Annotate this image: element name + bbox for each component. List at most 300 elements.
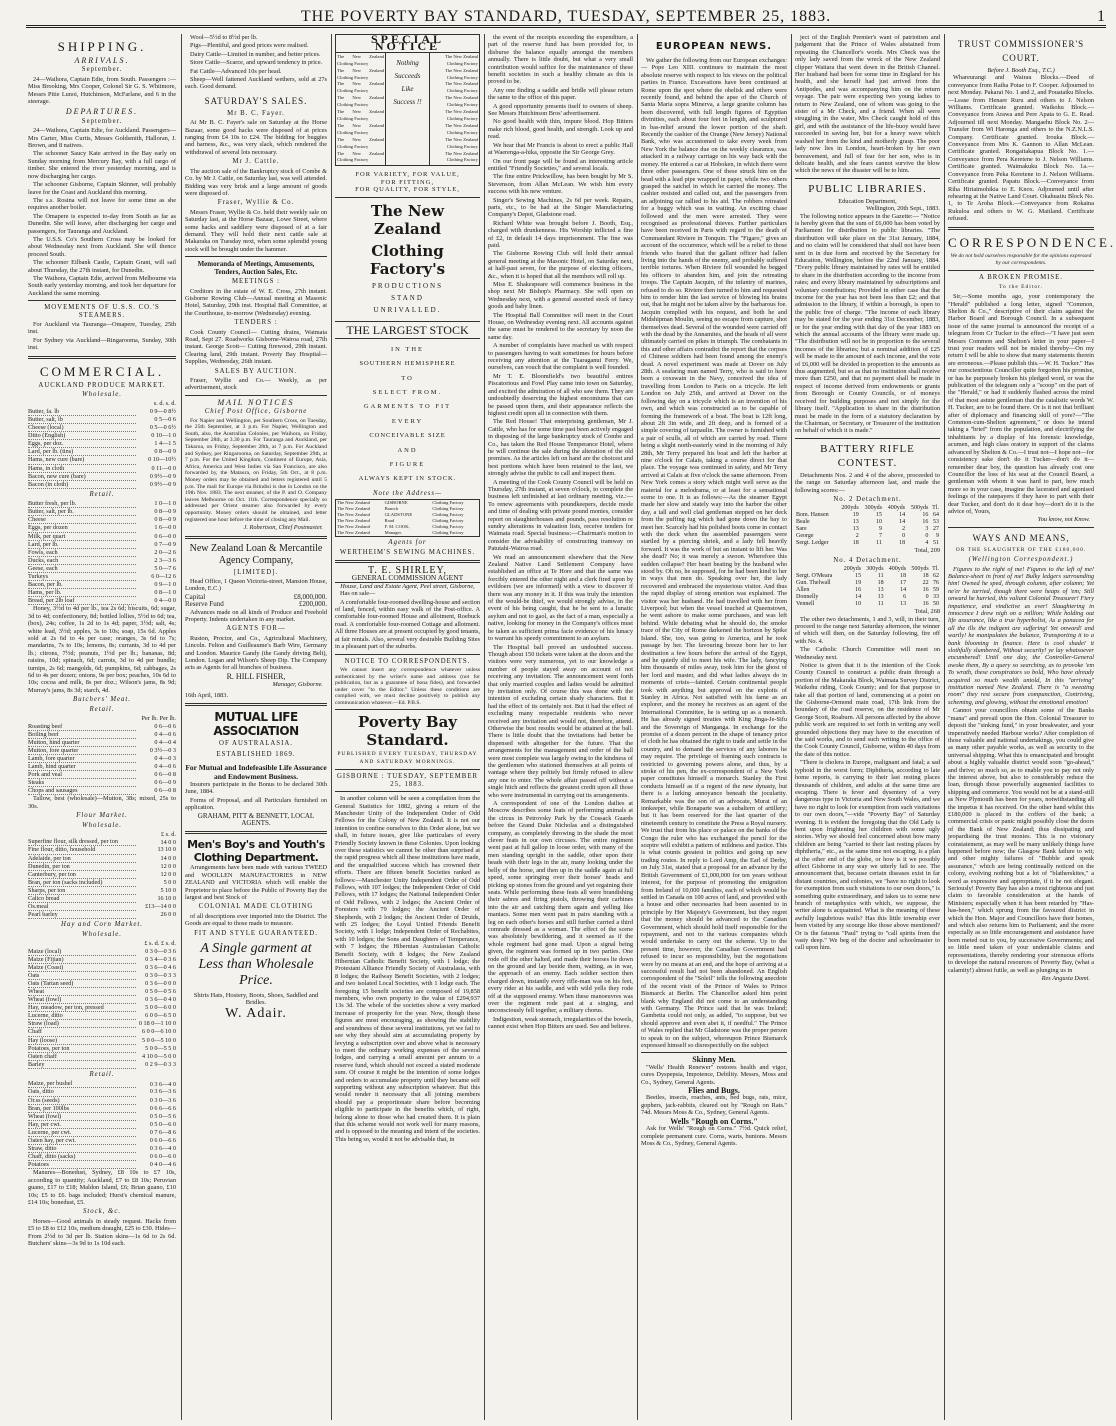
sales-auction-heading: SALES BY AUCTION. — [214, 367, 298, 375]
shipping-note: The Omapere is expected to-day from South as far as Dunedin. She will leave, after discharging her cargo and passengers, for Tauranga and Auckland. — [28, 212, 176, 235]
address-cell: The New Zealand — [337, 506, 370, 512]
table-row — [28, 1036, 176, 1044]
item-price: 12 0 0 — [160, 862, 176, 870]
rifle-cell: 16 — [922, 601, 929, 608]
news-item: The Hospital Ball Committee will meet in the Court House, on Wednesday evening next. All accounts against the same must be rendered to the secretary by noon the same day. — [488, 311, 633, 341]
libraries-heading: PUBLIC LIBRARIES. — [808, 182, 927, 195]
address-cell: Clothing Factory — [432, 524, 464, 530]
item-price: 0 3 6—3 6 — [149, 1088, 176, 1096]
rifle-cell: 16 — [922, 587, 929, 594]
capital-value: £8,000,000. — [293, 592, 327, 601]
rifle-cell: 13 — [852, 519, 859, 526]
news-item: A meeting of the Cook County Council will be held on Thursday, 27th instant, at seven o'clock, to complete the business left unfinished at last ordinary meeting, viz.:—To renew agreements with poundkeepers, decide mode and time of dealing with private pound monies, consider report on slaughterhouses and pounds, pass resolution re sundry alterations in valuation lists, receive tenders for Waimata road. Special business:—Chairman's motion to consider the advisability of constructing tramway on Patutahi-Wairoa road. — [488, 478, 633, 553]
corr-heading: CORRESPONDENCE. — [948, 234, 1116, 250]
item-name: Ducks, each — [28, 556, 136, 564]
table-row — [28, 581, 176, 589]
rifle-cell: 9 — [936, 533, 939, 540]
table-row — [28, 1088, 176, 1096]
item-name: Potatoes — [28, 1161, 136, 1169]
stock-text: Horses—Good animals in steady request. Hacks from £5 to £8 to £12 10s, medium draught, £25 to £30. Hides—From 2½d to 3d per lb. Station skins—1s 6d to 2s 6d. Butchers' skins—3s 9d to 1s 10d each. — [28, 1217, 176, 1248]
table-row — [28, 548, 176, 556]
special-notice-line: The New Zealand Clothing Factory — [337, 150, 385, 163]
tenders-text: Cook County Council— Cutting drains, Waimata Road, Sept 27. Roadworks Gisborne-Wairoa road, 27th instant. George Scott— Cutting firewood, 29th instant. Clearing land, 29th instant. Poverty Bay Hospital— Supplies, Wednesday, 26th instant. — [185, 328, 327, 366]
flour-units: £ s. d. — [160, 830, 176, 838]
address-cell: Clothing Factory — [432, 518, 464, 524]
sale-auctioneer: Mr B. C. Fayer. — [227, 109, 285, 117]
item-price: 0 11—0 0 — [151, 464, 176, 472]
item-price: 0 2 9—0 3 3 — [145, 1060, 176, 1068]
column-rule — [484, 34, 485, 1420]
special-notice-line: The New Zealand Clothing Factory — [445, 150, 478, 163]
hay-wholesale: Wholesale. — [81, 930, 122, 938]
units-label: s. d. s. d. — [153, 400, 176, 408]
item-name: Wheat (fowl) — [28, 1112, 136, 1120]
divider — [185, 536, 327, 539]
news-item: Any one finding a saddle and bridle will please return the same to the office of this paper. — [488, 86, 633, 102]
shipping-note: The s.s. Rosina will not leave for some time as she requires another boiler. — [28, 196, 176, 212]
item-price: 0 6 6—6 6 — [149, 1104, 176, 1112]
script-line: Price. — [239, 972, 273, 988]
rifle-cell: Beale — [796, 519, 810, 526]
item-price: 0 6 0—6 0 — [149, 1153, 176, 1161]
item-price: 26 0 0 — [160, 911, 176, 919]
standard-title: Poverty Bay Standard. — [357, 713, 458, 750]
item-name: Calico bread — [28, 895, 136, 903]
table-row — [28, 779, 176, 787]
ways-signature: Res Angusta Domi. — [1041, 974, 1090, 982]
shipping-heading: SHIPPING. — [57, 39, 147, 54]
news-item: The fine entire Prickwillow, has been bought by Mr S. Stevenson, from Allan McLean. We wish him every success with his new venture. — [488, 173, 633, 196]
item-price: 0 8—0 9 — [154, 448, 176, 456]
news-item: ject of the English Premier's want of patriotism and judgement that the Prince of Wales abstained from repeating the Chancellor's words. Mrs Check was the only lady saved from the wreck of the New Zealand clipper Waitara that went down in the British Channel. Her husband had been for some time in England for his health, and she herself had just arrived from the Antipodes, and was accompanying him on the return voyage. The pair were expecting two young ladies to return to New Zealand, one of whom was going to the sister of a Mr Check, and a friend. When all were struggling in the water, Mrs Check caught hold of this girl, and with the assistance of the life-buoy would have succeeded in saving her, but for a heavy wave which washed her from the kind and motherly grasp. The poor lady now lies in London, heart-broken by her own bereavement, and full of fear for her son, who is in delicate health, and she fears cannot survive the blow which the news of the disaster will be to him. — [795, 34, 940, 175]
table-row — [28, 903, 176, 911]
special-notice-left — [336, 53, 386, 166]
table-row — [28, 532, 176, 540]
item-name: Cheese (local) — [28, 424, 136, 432]
item-price: 0 7—0 9 — [154, 540, 176, 548]
item-price: £13—14 0 0 — [145, 903, 176, 911]
special-notice-line: The New Zealand Clothing Factory — [337, 67, 385, 80]
rifle-cell: Sergt. Ledger — [796, 540, 829, 547]
item-price: 5 0 0—5 5 0 — [145, 1044, 176, 1052]
item-price: 0 5 0—5 6 — [149, 1112, 176, 1120]
table-row — [28, 472, 176, 480]
news-item: the event of the receipts exceeding the expenditure, a part of the reserve fund has been provided for, to disburse the balance equally amongst the members annually. There is little doubt, but what a very small contribution would suffice for the maintenance of these benefit societies in such a healthy climate as this is proved to be. — [488, 34, 633, 86]
table-row — [28, 556, 176, 564]
hay-heading: Hay and Corn Market. — [61, 921, 143, 929]
item-name: Hay (loose) — [28, 1036, 136, 1044]
item-price: 0 4—0 4 — [154, 738, 176, 746]
item-price: 0 3 6—0 4 6 — [145, 963, 176, 971]
page-number: 1 — [1097, 8, 1106, 25]
flies-heading: Flies and Bugs. — [688, 1086, 740, 1096]
rifle-cell: 13 — [877, 587, 884, 594]
table-row — [28, 886, 176, 894]
rifle-cell: 13 — [852, 526, 859, 533]
item-price: 0 3 6—0 0 0 — [145, 979, 176, 987]
news-item: Richard White was brought before J. Booth, Esq., charged with drunkenness. His Worship inflicted a fine of £2, in default 14 days imprisonment. The fine was paid. — [488, 219, 633, 249]
slogan-word: Succeeds — [394, 71, 421, 80]
rifle-no4-heading: No. 4 Detachment. — [833, 556, 902, 564]
rifle-cell: 64 — [933, 512, 939, 519]
item-name: Pearl barley — [28, 911, 136, 919]
table-row — [28, 1161, 176, 1169]
rifle-cell: 15 — [855, 573, 862, 580]
hay-retail-table — [28, 1080, 176, 1169]
special-notice-line: The New Zealand Clothing Factory — [445, 95, 478, 108]
special-notice-line: The New Zealand Clothing Factory — [337, 53, 385, 66]
rifle-cell: Sergt. O'Meara — [796, 573, 833, 580]
rifle-header-cell: 400yds — [887, 505, 906, 512]
column-shipping-commercial — [28, 34, 176, 1420]
table-row — [28, 971, 176, 979]
item-name: Straw (load) — [28, 1020, 136, 1028]
rifle-cell: 18 — [899, 540, 906, 547]
rifle-intro: Detachments Nos. 2 and 4 of the above, proceeded to the range on Saturday afternoon last, and made the following scores:— — [795, 471, 940, 494]
memoranda-heading: Memoranda of Meetings, Amusements, Tenders, Auction Sales, Etc. — [197, 260, 315, 277]
news-item: The Hospital ball proved an undoubted success. Though about 150 tickets were taken at the doors and the visitors were very numerous, yet to our knowledge a number of people stayed away on account of not receiving any invitation. The announcement went forth that only married couples and ladies would be admitted by invitation only. Of course this was done with the intention of excluding certain shady characters. But it had the effect of its certainly not. But it had the effect of excluding many respectable residents who never received any invitation and would not, therefore, attend. Otherwise the best results would be attained at the ball. There is little doubt that the invitations had better be dispensed with altogether for the future. That the arrangements for the management and order of the ball were most complete was largely owing to the kindness of the gentlemen who stationed themselves at all points of vantage where they politely but firmly refused to allow any one to enter. The whole affair passed off without a single hitch and reflects the greatest credit upon all those who were instrumental in carrying out its arrangements. — [488, 643, 633, 799]
rifle-header-cell: 200yds — [841, 505, 859, 512]
rifle-row — [795, 587, 940, 594]
market-line: Dairy Cattle—Limited in number, and better prices. — [190, 50, 321, 58]
rifle-table-4 — [795, 566, 940, 608]
divider — [948, 527, 1094, 528]
masthead-title: THE POVERTY BAY STANDARD, TUESDAY, SEPTEMBER 25, 1883. — [300, 8, 832, 25]
item-name: Butter, salt, per lb. — [28, 508, 136, 516]
table-row — [28, 1060, 176, 1068]
mutual-text: Insurers participate in the Bonus to be declared 30th June, 1884. — [185, 780, 327, 796]
item-name: Maize (local) — [28, 948, 136, 956]
column-european-news — [641, 34, 787, 1420]
address-cell: The New Zealand — [337, 524, 370, 530]
rifle-header-cell: Tl. — [932, 505, 939, 512]
special-notice-right — [429, 53, 479, 166]
leader-text: In another column will be seen a compilation from the General Statistics for 1882, giving a return of the Manchester Unity of the Independent Order of Odd Fellows for the Colony of New Zealand. It is not our intention to confine ourselves to this Order alone, but we shall, in future issues, give like particulars of every Friendly Society known in these Colonies. Upon looking over these statistics we cannot be other than surprised at the rapid progress which all these institutions have made, and the unqualified success which has crowned their efforts. There are fifteen benefit Societies ranked as follows:—Manchester Unity Independent Order of Odd Fellows, with 107 lodges; the Independent Order of Odd Fellows, with 17 lodges; the National Independent Order of Odd Fellows, with 2 lodges; the Ancient Order of Foresters with 79 lodges; the Ancient Order of Shepherds, with 2 lodges; the Ancient Order of Druids, with 25 lodges; the Loyal United Friends Benefit Society, with 1 lodge; Independent Order of Rechabites, with 10 lodges; the Sons and Daughters of Temperance, with 7 lodges; the Hibernian Australasian Catholic Benefit Society, with 8 lodges; the New Zealand Hibernian Catholic Benefit Society, with 1 lodge; the Protestant Alliance Friendly Society of Australasia, with 8 lodges; the Railway Benefit Societies, with 2 lodges; and two isolated Local Societies, with 1 lodge each. The foregoing 15 benefit societies are composed of 19,858 members, who own property to the value of £294,937 13s 3d. The whole of the societies show a very marked increase of prosperity for the year. Now, though these figures are most encouraging, as showing the stability and soundness of these several institutions, yet we fail to see why they should aim at accumulating property by levying a subscription over and above what is necessary to meet the ordinary working expenses of the several lodges, and carrying a small amount per annum to a reserve fund, which should not exceed a stated moderate sum. Of course it might be the intention of some lodges and orders to accumulate property until they became self supporting without any subscription whatever. But this would render it necessary that all joining members should pay a proportionate share before becoming eligible to participate in the benefits which, of right, belong alone to those who had created them. It is plain that this scheme would not work well for many reasons, and is opposed to the meaning and intent of the societies. This being so, would it not be advisable that, in — [335, 795, 480, 1143]
item-name: Turkeys — [28, 573, 136, 581]
rifle-cell: Sare — [796, 526, 807, 533]
promise-signature: You know, not Know. — [1037, 516, 1090, 524]
item-name: Maize (Fijian) — [28, 955, 136, 963]
news-item: The Catholic Church Committee will meet on Wednesday next. — [795, 646, 940, 661]
item-price: 0 10—1 0 — [151, 432, 176, 440]
table-row — [28, 415, 176, 423]
item-name: Lamb, hind quarter — [28, 762, 136, 770]
shipping-note: The schooner Saucy Kate arrived in the Bay early on Sunday morning from Mercury Bay, with a full cargo of timber. She entered the river yesterday morning, and is now discharging her cargo. — [28, 150, 176, 180]
table-row — [28, 448, 176, 456]
item-price: 0 3 0—3 6 — [149, 1096, 176, 1104]
item-price: 0 6—0 8 — [154, 771, 176, 779]
table-row — [28, 1020, 176, 1028]
divider — [185, 831, 327, 834]
shirley-title: GENERAL COMMISSION AGENT — [335, 574, 480, 582]
special-notice-line: The New Zealand Clothing Factory — [445, 53, 478, 66]
special-notice-slogan — [386, 53, 429, 166]
market-line: Pigs—Plentiful, and good prices were realised. — [190, 42, 309, 50]
table-row — [28, 979, 176, 987]
item-name: Dunedin, per ton — [28, 862, 136, 870]
butchers-table — [28, 723, 176, 796]
rifle-cell: Vennell — [796, 601, 815, 608]
corr-note: We do not hold ourselves responsible for the opinions expressed by our correspondents. — [950, 252, 1092, 266]
item-price: 0 18 0—1 10 0 — [138, 1020, 176, 1028]
adair-signature: W. Adair. — [225, 1005, 287, 1021]
mutual-forms: Forms of Proposal, and all Particulars furnished on application. — [185, 796, 327, 812]
southern-hemisphere: SOUTHERN HEMISPHERE — [359, 360, 456, 368]
note-address: Note the Address— — [372, 489, 443, 497]
shirley-items: A comfortable four-roomed dwelling-house and section of land, fenced, within easy walk of the Post-office. A comfortable four-roomed House and allotment, Roebuck road. A comfortable four-roomed Cottage and allotment. All three Houses are at present occupied by good tenants, at fair rentals. Also, several very desirable Building Sites in a pleasant part of the suburbs. — [335, 598, 480, 651]
item-name: Milk, per quart — [28, 532, 136, 540]
table-row — [28, 771, 176, 779]
special-notice-line: The New Zealand Clothing Factory — [445, 136, 478, 149]
item-price: 1 6—0 0 — [154, 524, 176, 532]
item-price: 0 4 0—4 6 — [149, 1161, 176, 1169]
item-name: Bread, per 2lb loaf — [28, 597, 136, 605]
movements-line: For Sydney via Auckland—Ringarooma, Sunday, 30th inst. — [28, 336, 176, 352]
rifle-cell: 18 — [922, 573, 929, 580]
trust-before: Before J. Booth Esq., T.C.) — [987, 67, 1055, 74]
wells-text: Ask for Wells' "Rough on Corns." 7½d. Quick relief, complete permanent cure. Corns, warts, bunions. Messrs Moss & Co., Sydney, General Agents. — [641, 1125, 787, 1147]
slogan-word: Nothing — [396, 58, 419, 67]
rifle-cell: 18 — [852, 540, 859, 547]
table-row — [28, 723, 176, 731]
skinny-heading: Skinny Men. — [692, 1055, 736, 1065]
rifle-cell: 16 — [922, 519, 929, 526]
rifle-cell: 51 — [933, 540, 939, 547]
mutual-agents: GRAHAM, PITT & BENNETT, LOCAL AGENTS. — [197, 811, 315, 827]
table-row — [28, 432, 176, 440]
rifle-cell: 18 — [877, 580, 884, 587]
sale-auctioneer: Mr J. Cattle. — [232, 158, 280, 166]
item-name: Roasting beef — [28, 723, 136, 731]
item-name: Ditto (English) — [28, 432, 136, 440]
item-price: 0 9½—0 9 — [149, 480, 176, 488]
address-cell: The New Zealand — [337, 530, 370, 536]
skinny-text: "Wells' Health Renewer" restores health and vigor, cures Dyspepsia, Impotence, Debility. Messrs, Moss and Co., Sydney, General Agents. — [641, 1063, 787, 1086]
rifle-row — [795, 594, 940, 601]
item-price: 0 4—0 3 — [154, 754, 176, 762]
item-name: Maize, per bushel — [28, 1080, 136, 1088]
table-row — [28, 1080, 176, 1088]
item-name: Mutton, fore quarter — [28, 746, 136, 754]
column-sales-ads — [185, 34, 327, 1420]
table-row — [28, 1052, 176, 1060]
divider — [795, 438, 940, 439]
rifle-header-cell — [795, 505, 837, 512]
item-price: 6 0 0—6 10 0 — [141, 1028, 176, 1036]
rifle-cell: 62 — [933, 573, 939, 580]
item-name: Os.meal — [28, 903, 136, 911]
sales-auction-text: Fraser, Wyllie and Co.— Weekly, as per advertisement, stock — [185, 377, 327, 392]
rifle-cell: 14 — [899, 512, 906, 519]
item-price: 0 5 0—6 0 — [149, 1120, 176, 1128]
item-price: 1 0—1 0 — [154, 500, 176, 508]
fisher-name: R. HILL FISHER, — [226, 671, 286, 681]
table-row — [28, 597, 176, 605]
item-price: 0 4—0 0 — [154, 597, 176, 605]
news-item: Mr T. E. Bloomfield's two beautiful entires Piscatorious and Fowl Play came into town on Saturday, and excited the admiration of all who saw them. They are undoubtedly deserving the highest encomiums that can be passed upon them, and their appearance reflects the highest credit upon all in connection with them. — [488, 372, 633, 417]
table-row — [28, 524, 176, 532]
mail-heading: MAIL NOTICES — [217, 397, 295, 407]
mutual-heading: MUTUAL LIFE ASSOCIATION — [213, 710, 299, 739]
item-name: Chaff — [28, 1028, 136, 1036]
sale-auctioneer: Fraser, Wyllie & Co. — [217, 199, 295, 207]
item-name: Canterbury, per ton — [28, 870, 136, 878]
rifle-cell: Gun. Thelwall — [796, 580, 831, 587]
item-name: Barley — [28, 1060, 136, 1068]
table-row — [28, 564, 176, 572]
table-row — [28, 895, 176, 903]
item-name: Butter, fa. lb — [28, 408, 136, 416]
wholesale-label: Wholesale. — [81, 391, 122, 399]
promise-heading: A BROKEN PROMISE. — [978, 274, 1064, 282]
item-price: 0 6—0 9 — [154, 779, 176, 787]
market-line: Sheep—Well fattened Auckland wethers, sold at 27s each. Good demand. — [185, 76, 327, 91]
shipping-note: The schooner Gisborne, Captain Skinner, will probably leave for the Coast and Auckland this morning. — [28, 181, 176, 196]
address-cell: Clothing Factory — [432, 512, 464, 518]
table-row — [28, 1120, 176, 1128]
clothing-text2: of all descriptions ever imported into the District. The Goods are equal to those made to measure. — [185, 912, 327, 928]
table-row — [28, 911, 176, 919]
table-row — [28, 1012, 176, 1020]
rifle-cell: 17 — [900, 580, 907, 587]
euro-heading: EUROPEAN NEWS. — [655, 41, 773, 52]
ways-text: Cannot your councillors obtain some of the Banks "mana" and prevail upon the Hon. Colonial Treasurer to deposit the "sinking fund," in your breakwater, and your imperatively needed Harbour works? After completion of those valuable and national undertakings, you could give as many other payable works, as well as security to the universal shipping. What this is emancipated and brought about a highly valuable district would soon "go-ahead," and thrive; so much so, as to enable you to pay not only the interest above, but also to considerably reduce the loan, through those powerfully augmented facilities to shipping and commerce. You would not be at a stand-still as New Plymouth has been for years, notwithstanding all the impetus it has received. On the other hand whilst this £180,000 is placed in the coffers of the bank; a commercial crisis or panic might possibly close the doors of the Bank of New Zealand; thus dissipating and jeopardising the trust monies. This is no visionary coinstatement, as may well be many unlikely things have happened before now; the Glasgow Bank failure to wit; and other mighty failures of "Bubble and speak assurance," which are being continually noticed on the colony, evolving nothing but a lot of "blatherskites," a word as expressive and appropriate, if it be not elegant. Seriously! Poverty Bay has also a most righteous and just claim to favorable consideration at the hands of Ministers; especially when it has been retarded by "Has-has-been," which sprung from the favoured district in which the Hon. Major and Councillors have their homes, and which also returns him to Parliament; and the more especially as so little encouragement and assistance have been meted out to you, by successive Governments; and so little need taken of your undeniable claims and representations, thereby rendering your strenuous efforts to develope the natural resources of Poverty Bay, (what a calamity!) almost futile, as well as plunging us in — [948, 707, 1094, 974]
every-line: EVERY — [391, 417, 424, 425]
hay-units: £ s. d. £ s. d. — [144, 940, 176, 948]
for-value: FOR VARIETY, FOR VALUE, — [355, 171, 460, 179]
item-price: 16 10 0 — [157, 895, 176, 903]
address-cell: Clothing Factory — [432, 506, 464, 512]
factory-heading: Clothing Factory's — [369, 241, 446, 278]
item-name: Hay, meadow, per ton, pressed — [28, 1004, 136, 1012]
table-row — [28, 424, 176, 432]
item-name: Lard, per lb. (tins) — [28, 448, 136, 456]
item-name: Fowls, each — [28, 548, 136, 556]
rifle-cell: 2 — [902, 526, 906, 533]
rifle-cell: Donnelly — [796, 594, 819, 601]
special-notice-line: The New Zealand Clothing Factory — [445, 109, 478, 121]
special-notice-box — [335, 53, 480, 167]
stock-heading: Stock, &c. — [82, 1208, 122, 1216]
ways-corr: (Wellington Correspondent.) — [968, 556, 1074, 564]
item-name: Eggs, per dozen — [28, 524, 136, 532]
item-name: Eggs, per doz. — [28, 440, 136, 448]
rifle-header-cell: 400yds — [888, 566, 907, 573]
item-price: 0 3 6—0 4 0 — [145, 996, 176, 1004]
manures-text: Manures—Bonedust, Sydney, £8 10s to £7 10s, according to quantity; Auckland, £7 to £8 10s; Peruvian guano, £17 to £18; Maldon Island, £6; Brian guano, £10 10s; £5 to £6. bags included; Hurst's chemical manure, £14 10s; bonedust, £5. — [28, 1169, 176, 1206]
column-rule — [637, 34, 638, 1420]
mutual-established: ESTABLISHED 1869. — [216, 751, 296, 759]
clothing-colonial: COLONIAL MADE CLOTHING — [198, 903, 314, 911]
news-item: We hear that Mr Francis is about to erect a public Hall at Waerenga-a-hika, opposite the Sir George Grey. — [488, 141, 633, 157]
item-name: Or.ss (seeds) — [28, 1096, 136, 1104]
news-item: "There is cholera in Europe, malignant and fatal; a sad typhoid in the worst form; Diphtheria, according to late home reports, is carrying to their last resting places thousands of children, and adults at the same time are escaping. There is fever and dysentery of a very dangerous type in Victoria and New South Wales, and we have no right to look for exemption from such visitations to our own doors,"—vide "Poverty Bay" of Saturday evening. It is evident the foregoing that the Old Lady is bent upon frightening her children with some ugly stories. Why we should feel concerned about how many children are being "carried to their last resting places by diphtheria," etc., as the same time not escaping, is a plan at the other end of the globe, or how is it we possibly affect Gisborne in any way we utterly fail to see. The announcement that, because certain diseases exist in far distant countries, and colonies, we "have no right to look for exemption from such visitations to our own doors," is something quite extraordinary, and takes us to some new branch of metaphysics with which, we suppose, the writer alone is acquainted. What is the meaning of these awfully lugubrious wails? Has this little township ever been visited by any scourge like those above mentioned? Or is the fatuous "Paul" trying to "call spirits from the vasty deep." We beg of the doctor and schoolmaster to call upon him. — [795, 759, 940, 952]
item-price: 6 0—12 6 — [151, 573, 176, 581]
table-row — [28, 1128, 176, 1136]
agents-for: Agents for — [388, 539, 427, 547]
market-line: Wool—5½d to 8½d per lb. — [190, 34, 258, 41]
item-price: 6 0 0—6 5 0 — [145, 1012, 176, 1020]
table-row — [28, 1028, 176, 1036]
column-rule — [181, 34, 182, 1420]
rifle-header-row — [795, 566, 940, 573]
address-cell: The New Zealand — [337, 518, 370, 524]
column-libraries-rifle — [795, 34, 940, 1420]
nzloan-limited: [LIMITED]. — [233, 568, 279, 576]
rifle-row — [795, 601, 940, 608]
rifle-row — [795, 580, 940, 587]
item-price: 0 8—1 0 — [154, 589, 176, 597]
item-price: 5 0 0—6 0 0 — [145, 1004, 176, 1012]
item-name: Hams, per lb. — [28, 589, 136, 597]
market-line: Store Cattle—Scarce, and upward tendency in price. — [190, 59, 323, 67]
item-name: Hams, new cure (bare) — [28, 456, 136, 464]
mutual-sub: OF AUSTRALASIA. — [219, 740, 293, 748]
news-item: A correspondent of one of the London dailies at Moscow describes some feats of performing animals at the circus in Petrovsky Park by the Cossack Guards before the Grand Duke Nicholas and a distinguished company, as completely throwing in the shade the most clever feats in our own circuses. The entire regiment went past at full gallop in loose order, with many of the men standing upright in the saddle, other upon their heads with their legs in the air, many looking under the belly of the horse, and then up in the saddle again at full speed, some springing over their horses' heads and picking up stones from the ground and yet regaining their seats. While performing these feats all were brandishing their sabres and firing pistols, throwing their carbines into the air and catching them again and yelling like maniacs. Some men went past in pairs standing with a leg on each other's horses and still further carried a third comrade dressed as a woman. The effect of the scene was absolutely bewildering, and it seemed as if the whole regiment had gone mad. Upon a signal being given, the regiment was formed up in two parties. One rode off the other halted, and made their horses lie down on the ground and lay beside them, waiting, as in war, the approach of an enemy. Each soldier section then charged down, instantly every rifle-man was on his feet, every rider at his saddle, and with wild yells they rode off at the supposed enemy. When these manoeuvres was over the regiment rode past at a singing, and unconsciously fell together, a military chorus. — [488, 800, 633, 1015]
address-cell: GISBORNE — [384, 500, 408, 506]
item-name: Bacon, new cure (bare) — [28, 472, 136, 480]
special-notice-line: The New Zealand Clothing Factory — [337, 136, 385, 149]
divider — [335, 791, 480, 792]
item-price: 0 4—0 6 — [154, 730, 176, 738]
item-price: 0 9—1 0 — [154, 581, 176, 589]
hay-table — [28, 948, 176, 1069]
news-item: A good opportunity presents itself to owners of sheep. See Messrs Hutchinson Bros' advertisement. — [488, 102, 633, 118]
select-from: SELECT FROM. — [372, 388, 443, 396]
address-cell: Clothing Factory — [432, 500, 464, 506]
table-row — [28, 838, 176, 846]
table-row — [28, 516, 176, 524]
column-correspondence — [948, 34, 1116, 1420]
table-row — [28, 754, 176, 762]
figure-line: FIGURE — [389, 461, 426, 468]
rifle-cell: 2 — [855, 533, 859, 540]
mail-text: For Napier and Wellington, per Southern Cross, on Tuesday, the 25th September, at 3 p.m. For Napier, Wellington and South, also, the Australian Colonies, per Waihora, on Friday, September 28th, at 3.30 p.m. For Tauranga and Auckland, per Takaroa, on Friday, September 28th, at 7 p.m. For Auckland and Sydney, per Ringarooma, on Saturday, September 29th, at 7 p.m. For the United Kingdom, Continent of Europe, Asia, Africa, America and West Indies via San Francisco, are also forwarded by, the Mataura, on Friday, 5th Oct., at 8 p.m. Money orders may be obtained and letters registered until 5 p.m. The mail for Europe via Brindisi is due in London on the 19th Nov. 1883. The next steamer, of the P. and O. Company leaves Melbourne on Oct. 11th. Correspondence specially so addressed per Orient steamer also forwarded by every opportunity. Money orders should be obtained, and letter registered one hour before the time of closing any Mail. — [185, 417, 327, 523]
slogan-word: Success !! — [393, 97, 422, 106]
divider — [335, 769, 480, 770]
news-item: Miss E. Shakespeare will commence business in the shop next Mr Bishop's Pharmacy. She will open on Wednesday next, with a general assorted stock of fancy goods and baby linen. — [488, 281, 633, 311]
address-cell: Branch — [384, 506, 398, 512]
arrivals-text: 24—Waihora, Captain Edie, from South. Passengers :—Miss Brooking, Mrs Cooper, Colonel Sir G. S. Whitmore, Messrs Pitie Lunoi, Hutchinson, McFarlane, and 6 in the steerage. — [28, 75, 176, 106]
item-price: 0 6 0—6 6 — [149, 1137, 176, 1144]
reserve-value: £200,000. — [299, 600, 327, 609]
rifle-header-row — [795, 505, 940, 512]
rifle-cell: 3 — [925, 526, 929, 533]
butchers-heading: Butchers' Meat. — [73, 696, 131, 704]
agents-text: Ruston, Proctor, and Co., Agricultural Machinery, Lincoln. Felton and Guilleaume's Barb Wire, Germany and London. Maurice Gandy (the Gandy driving Belt), London. Logan and Wilson's Sheep Dip. The Company acts as Agents for all branches of business. — [185, 634, 327, 672]
item-price: 0 3 0—0 3 6 — [145, 947, 176, 955]
rifle-row — [795, 540, 940, 547]
rifle-heading: BATTERY RIFLE CONTEST. — [820, 442, 915, 469]
special-notice-line: The New Zealand Clothing Factory — [337, 81, 385, 94]
shipping-note: The U.S.S. Co's Southern Cross may be looked for about Wednesday next from Auckland. She will thence proceed South. — [28, 235, 176, 258]
item-price: 0 3 4—0 3 6 — [145, 955, 176, 963]
fisher-date: 16th April, 1883. — [185, 691, 229, 699]
stand-line: STAND — [391, 293, 424, 302]
sale-text: At Mr B. C. Fayer's sale on Saturday at the Horse Bazaar, some good hacks were disposed of at prices ranging from £4 10s to £24. The bidding for buggies and harness, &c., was very slack, which rendered the withdrawal of several lots necessary. — [185, 119, 327, 156]
item-price: 5 0—7 6 — [154, 564, 176, 572]
table-row — [28, 862, 176, 870]
divider — [335, 709, 480, 710]
rifle-cell: 59 — [933, 587, 939, 594]
rifle-cell: 22 — [922, 580, 929, 587]
always-kept: ALWAYS KEPT IN STOCK. — [358, 475, 457, 483]
item-name: Potatoes, per ton — [28, 1044, 136, 1052]
rifle-row — [795, 512, 940, 519]
news-item: Indigestion, weak stomach, irregularities of the bowels, cannot exist when Hop Bitters are used. See and believe. — [488, 1015, 633, 1031]
rifle-cell: 0 — [902, 533, 906, 540]
item-price: 5 0 0—5 10 0 — [141, 1036, 176, 1044]
